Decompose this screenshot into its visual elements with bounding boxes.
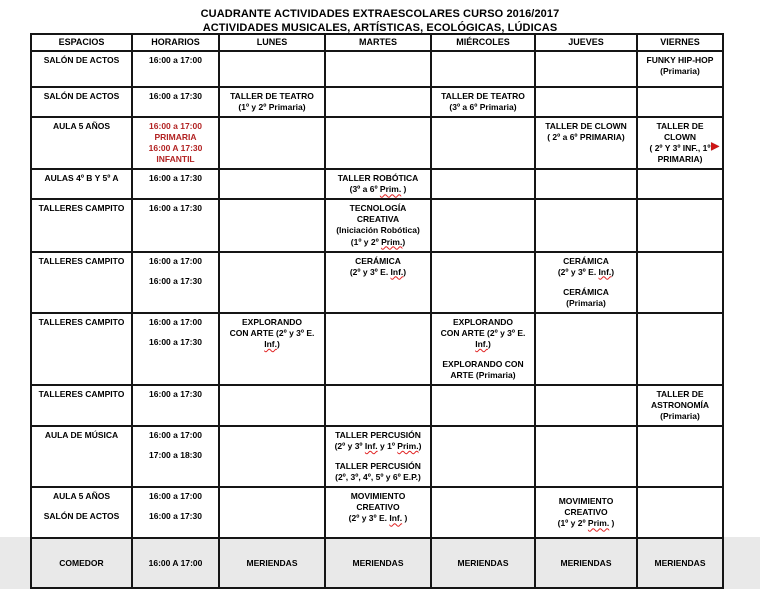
- cell-viernes-r5: [637, 199, 723, 251]
- activity-block: TALLER DE TEATRO (3º a 6º Primaria): [441, 91, 525, 113]
- col-header-horario: HORARIOS: [132, 34, 219, 51]
- cell-lunes-r5: [219, 199, 325, 251]
- activity-block: FUNKY HIP-HOP (Primaria): [646, 55, 714, 77]
- col-header-viernes: VIERNES: [637, 34, 723, 51]
- cell-espacio-r6: [31, 252, 132, 313]
- activity-block: 16:00 a 17:00: [149, 491, 202, 502]
- schedule-table: [30, 33, 724, 589]
- spellcheck-underlined-word: Prim.: [381, 236, 403, 247]
- cell-miercoles-r4: [431, 169, 535, 199]
- cell-viernes-r4: [637, 169, 723, 199]
- cell-martes-r6: [325, 252, 431, 313]
- table-row: [31, 426, 723, 487]
- spellcheck-underlined-word: Inf.: [264, 338, 277, 349]
- activity-block: 16:00 a 17:30: [149, 511, 202, 522]
- activity-block: TALLERES CAMPITO: [38, 255, 125, 266]
- activity-block: 16:00 a 17:00: [149, 430, 202, 441]
- schedule-table-head: [31, 34, 723, 51]
- activity-block: 16:00 a 17:00 PRIMARIA 16:00 A 17:30 INFANTIL: [148, 121, 203, 165]
- activity-block: COMEDOR: [59, 557, 104, 568]
- cell-viernes-r11: [637, 538, 723, 588]
- cell-viernes-r1: [637, 51, 723, 87]
- cell-miercoles-r7: [431, 313, 535, 385]
- activity-block: TALLER DE ASTRONOMÍA (Primaria): [650, 388, 710, 422]
- table-row: [31, 385, 723, 426]
- cell-horario-r3: [132, 117, 219, 169]
- cell-espacio-r5: [31, 199, 132, 251]
- activity-block: AULAS 4º B Y 5º A: [44, 173, 119, 184]
- spellcheck-underlined-word: Inf.: [390, 266, 404, 277]
- activity-block: 16:00 a 17:00: [149, 316, 202, 327]
- activity-block: 16:00 a 17:30: [149, 91, 202, 101]
- col-header-martes: MARTES: [325, 34, 431, 51]
- cell-jueves-r10: [535, 487, 637, 538]
- table-row: [31, 169, 723, 199]
- cell-horario-r6: [132, 252, 219, 313]
- spellcheck-underlined-word: Inf.: [598, 266, 612, 277]
- cell-viernes-r8: [637, 385, 723, 426]
- cell-espacio-r4: [31, 169, 132, 199]
- cell-viernes-r6: [637, 252, 723, 313]
- table-row: [31, 117, 723, 169]
- activity-block: 16:00 a 17:30: [149, 275, 202, 286]
- cell-espacio-r1: [31, 51, 132, 87]
- cell-miercoles-r6: [431, 252, 535, 313]
- cell-miercoles-r5: [431, 199, 535, 251]
- activity-block: TALLER PERCUSIÓN (2º y 3º Inf. y 1º Prim.): [334, 430, 422, 452]
- cell-martes-r1: [325, 51, 431, 87]
- activity-block: 16:00 a 17:00: [149, 255, 202, 266]
- cell-jueves-r11: [535, 538, 637, 588]
- activity-block: 16:00 A 17:00: [148, 557, 203, 568]
- cell-lunes-r9: [219, 426, 325, 487]
- cell-lunes-r4: [219, 169, 325, 199]
- cell-miercoles-r8: [431, 385, 535, 426]
- cell-jueves-r6: [535, 252, 637, 313]
- page-title: CUADRANTE ACTIVIDADES EXTRAESCOLARES CURSO 2016/2017: [200, 8, 560, 20]
- cell-jueves-r8: [535, 385, 637, 426]
- cell-horario-r1: [132, 51, 219, 87]
- cell-horario-r9: [132, 426, 219, 487]
- cell-martes-r9: [325, 426, 431, 487]
- cell-horario-r11: [132, 538, 219, 588]
- cell-martes-r3: [325, 117, 431, 169]
- schedule-table-body: [31, 51, 723, 588]
- cell-jueves-r9: [535, 426, 637, 487]
- table-row: [31, 199, 723, 251]
- cell-horario-r8: [132, 385, 219, 426]
- cell-viernes-r2: [637, 87, 723, 117]
- cell-martes-r2: [325, 87, 431, 117]
- cell-espacio-r9: [31, 426, 132, 487]
- cell-horario-r5: [132, 199, 219, 251]
- cell-lunes-r2: [219, 87, 325, 117]
- cell-martes-r10: [325, 487, 431, 538]
- activity-block: CERÁMICA (2º y 3º E. Inf.): [349, 255, 407, 277]
- cell-espacio-r7: [31, 313, 132, 385]
- cell-lunes-r10: [219, 487, 325, 538]
- activity-block: SALÓN DE ACTOS: [43, 91, 120, 101]
- header-row: [31, 34, 723, 51]
- red-arrow-icon: ▶: [711, 141, 719, 153]
- activity-block: 16:00 a 17:30: [149, 336, 202, 347]
- activity-block: 16:00 a 17:30: [149, 388, 202, 399]
- activity-block: MERIENDAS: [654, 557, 706, 568]
- activity-block: 16:00 a 17:00: [149, 55, 202, 65]
- table-row: [31, 487, 723, 538]
- spellcheck-underlined-word: Prim.: [587, 518, 610, 529]
- col-header-espacio: ESPACIOS: [31, 34, 132, 51]
- activity-block: EXPLORANDO CON ARTE (2º y 3º E. Inf.): [229, 316, 315, 349]
- activity-block: TALLER ROBÓTICA (3º a 6º Prim. ): [337, 173, 419, 195]
- cell-lunes-r8: [219, 385, 325, 426]
- activity-block: TALLER PERCUSIÓN (2º, 3º, 4º, 5º y 6º E.P.): [335, 461, 421, 483]
- cell-martes-r4: [325, 169, 431, 199]
- spellcheck-underlined-word: Inf.: [475, 338, 488, 349]
- cell-martes-r11: [325, 538, 431, 588]
- cell-horario-r10: [132, 487, 219, 538]
- table-row: [31, 51, 723, 87]
- cell-lunes-r6: [219, 252, 325, 313]
- activity-block: 16:00 a 17:30: [149, 203, 202, 214]
- cell-jueves-r7: [535, 313, 637, 385]
- cell-espacio-r10: [31, 487, 132, 538]
- cell-viernes-r10: [637, 487, 723, 538]
- col-header-lunes: LUNES: [219, 34, 325, 51]
- cell-horario-r7: [132, 313, 219, 385]
- cell-martes-r7: [325, 313, 431, 385]
- page-subtitle: ACTIVIDADES MUSICALES, ARTÍSTICAS, ECOLÓGICAS, LÚDICAS: [202, 21, 558, 34]
- activity-block: SALÓN DE ACTOS: [43, 511, 120, 522]
- activity-block: TALLER DE TEATRO (1º y 2º Primaria): [230, 91, 314, 113]
- activity-block: TALLER DE CLOWN ( 2º Y 3º INF., 1º PRIMARIA): [649, 121, 711, 165]
- table-row: [31, 87, 723, 117]
- cell-viernes-r9: [637, 426, 723, 487]
- spellcheck-underlined-word: Inf.: [364, 441, 378, 452]
- cell-jueves-r5: [535, 199, 637, 251]
- activity-block: SALÓN DE ACTOS: [43, 55, 120, 65]
- activity-block: EXPLORANDO CON ARTE (Primaria): [442, 358, 524, 380]
- cell-martes-r5: [325, 199, 431, 251]
- cell-horario-r2: [132, 87, 219, 117]
- cell-miercoles-r3: [431, 117, 535, 169]
- activity-block: CERÁMICA (2º y 3º E. Inf.): [557, 255, 615, 277]
- cell-horario-r4: [132, 169, 219, 199]
- activity-block: AULA 5 AÑOS: [53, 491, 110, 502]
- cell-miercoles-r2: [431, 87, 535, 117]
- spellcheck-underlined-word: Prim.: [397, 441, 419, 452]
- table-row: [31, 538, 723, 588]
- cell-espacio-r2: [31, 87, 132, 117]
- activity-block: TALLERES CAMPITO: [38, 316, 125, 327]
- col-header-jueves: JUEVES: [535, 34, 637, 51]
- cell-lunes-r1: [219, 51, 325, 87]
- cell-miercoles-r1: [431, 51, 535, 87]
- cell-espacio-r3: [31, 117, 132, 169]
- cell-martes-r8: [325, 385, 431, 426]
- activity-block: 16:00 a 17:30: [149, 173, 202, 184]
- spellcheck-underlined-word: Prim.: [379, 184, 402, 195]
- table-row: [31, 252, 723, 313]
- activity-block: MERIENDAS: [352, 557, 404, 568]
- document-header: [0, 8, 760, 36]
- cell-jueves-r3: [535, 117, 637, 169]
- activity-block: AULA 5 AÑOS: [53, 121, 110, 132]
- cell-viernes-r7: [637, 313, 723, 385]
- activity-block: MERIENDAS: [560, 557, 612, 568]
- col-header-miercoles: MIÉRCOLES: [431, 34, 535, 51]
- activity-block: 17:00 a 18:30: [149, 450, 202, 461]
- table-row: [31, 313, 723, 385]
- cell-jueves-r1: [535, 51, 637, 87]
- cell-jueves-r4: [535, 169, 637, 199]
- cell-espacio-r8: [31, 385, 132, 426]
- cell-miercoles-r10: [431, 487, 535, 538]
- activity-block: EXPLORANDO CON ARTE (2º y 3º E. Inf.): [440, 316, 526, 349]
- activity-block: TALLERES CAMPITO: [38, 203, 125, 214]
- cell-miercoles-r11: [431, 538, 535, 588]
- activity-block: MOVIMIENTO CREATIVO (1º y 2º Prim. ): [557, 496, 615, 529]
- activity-block: AULA DE MÚSICA: [44, 430, 119, 441]
- cell-espacio-r11: [31, 538, 132, 588]
- cell-lunes-r11: [219, 538, 325, 588]
- activity-block: TALLERES CAMPITO: [38, 388, 125, 399]
- activity-block: CERÁMICA (Primaria): [563, 286, 609, 308]
- activity-block: MOVIMIENTO CREATIVO (2º y 3º E. Inf. ): [348, 491, 408, 524]
- activity-block: MERIENDAS: [246, 557, 298, 568]
- cell-jueves-r2: [535, 87, 637, 117]
- activity-block: TALLER DE CLOWN ( 2º a 6º PRIMARIA): [545, 121, 627, 143]
- cell-miercoles-r9: [431, 426, 535, 487]
- cell-lunes-r7: [219, 313, 325, 385]
- spellcheck-underlined-word: Inf.: [389, 513, 403, 524]
- cell-viernes-r3: [637, 117, 723, 169]
- activity-block: TECNOLOGÍA CREATIVA (Iniciación Robótica) (1º y 2º Prim.): [336, 203, 420, 247]
- activity-block: MERIENDAS: [457, 557, 509, 568]
- cell-lunes-r3: [219, 117, 325, 169]
